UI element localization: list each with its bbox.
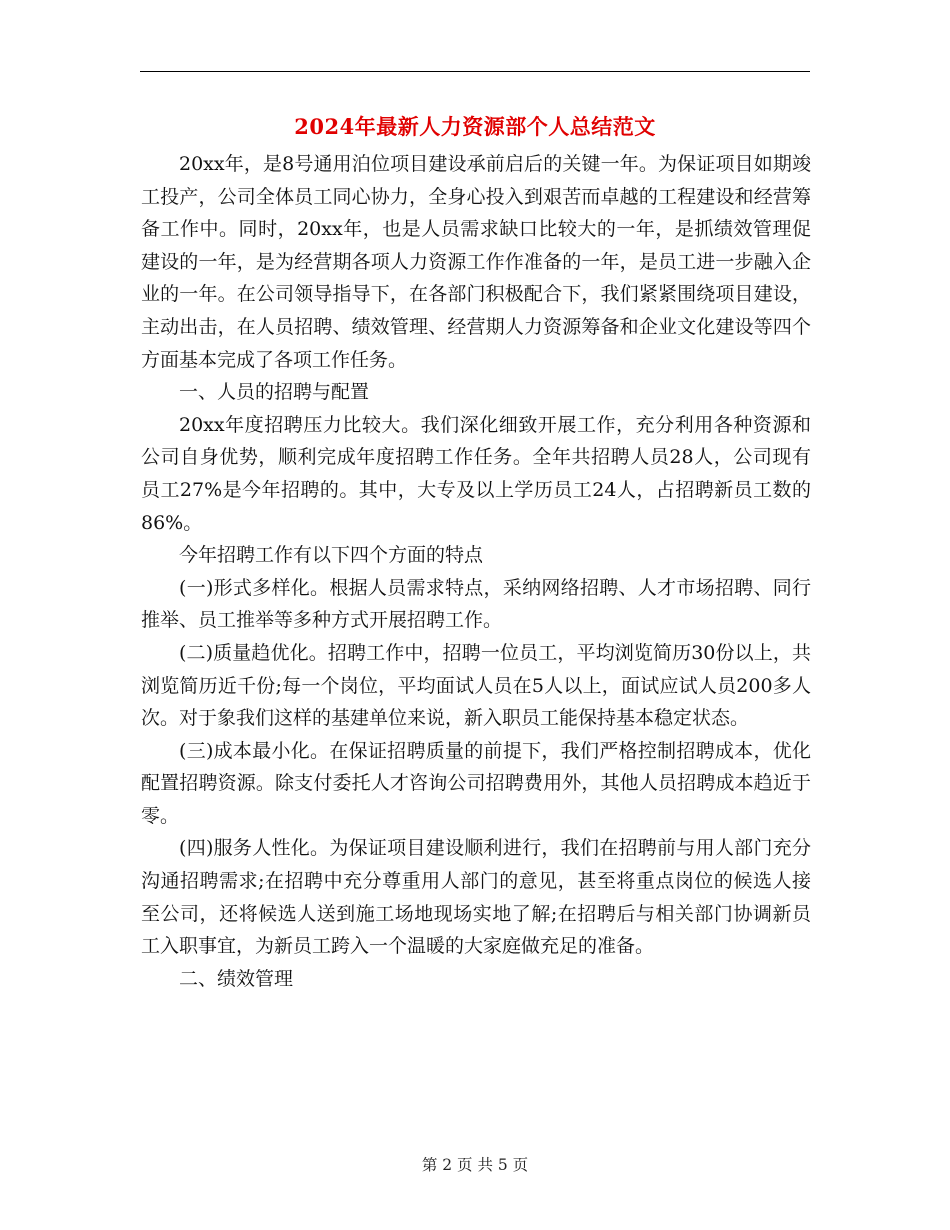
- paragraph-intro: 20xx年，是8号通用泊位项目建设承前启后的关键一年。为保证项目如期竣工投产，公司全体员工同心协力，全身心投入到艰苦而卓越的工程建设和经营筹备工作中。同时，20xx年，也是人员需求缺口比较大的一年，是抓绩效管理促建设的一年，是为经营期各项人力资源工作作准备的一年，是员工进一步融入企业的一年。在公司领导指导下，在各部门积极配合下，我们紧紧围绕项目建设，主动出击，在人员招聘、绩效管理、经营期人力资源筹备和企业文化建设等四个方面基本完成了各项工作任务。: [141, 153, 811, 371]
- paragraph-feature-4: (四)服务人性化。为保证项目建设顺利进行，我们在招聘前与用人部门充分沟通招聘需求;在招聘中充分尊重用人部门的意见，甚至将重点岗位的候选人接至公司，还将候选人送到施工场地现场实地了解;在招聘后与相关部门协调新员工入职事宜，为新员工跨入一个温暖的大家庭做充足的准备。: [141, 837, 811, 958]
- paragraph-feature-2: (二)质量趋优化。招聘工作中，招聘一位员工，平均浏览简历30份以上，共浏览简历近千份;每一个岗位，平均面试人员在5人以上，面试应试人员200多人次。对于象我们这样的基建单位来说，新入职员工能保持基本稳定状态。: [141, 641, 811, 730]
- section-heading-recruitment: 一、人员的招聘与配置: [179, 381, 370, 404]
- section-heading-performance: 二、绩效管理: [179, 967, 294, 990]
- document-body: [141, 148, 811, 995]
- paragraph-feature-3: (三)成本最小化。在保证招聘质量的前提下，我们严格控制招聘成本，优化配置招聘资源。除支付委托人才咨询公司招聘费用外，其他人员招聘成本趋近于零。: [141, 739, 811, 827]
- header-rule: [140, 71, 810, 72]
- paragraph-recruitment-summary: 20xx年度招聘压力比较大。我们深化细致开展工作，充分利用各种资源和公司自身优势，顺利完成年度招聘工作任务。全年共招聘人员28人，公司现有员工27%是今年招聘的。其中，大专及以上学历员工24人，占招聘新员工数的86%。: [141, 413, 811, 534]
- paragraph-feature-1: (一)形式多样化。根据人员需求特点，采纳网络招聘、人才市场招聘、同行推举、员工推举等多种方式开展招聘工作。: [141, 576, 811, 632]
- page-number: 第 2 页 共 5 页: [421, 1156, 529, 1174]
- paragraph-recruitment-features: 今年招聘工作有以下四个方面的特点: [179, 544, 484, 567]
- document-title: 2024年最新人力资源部个人总结范文: [294, 114, 656, 139]
